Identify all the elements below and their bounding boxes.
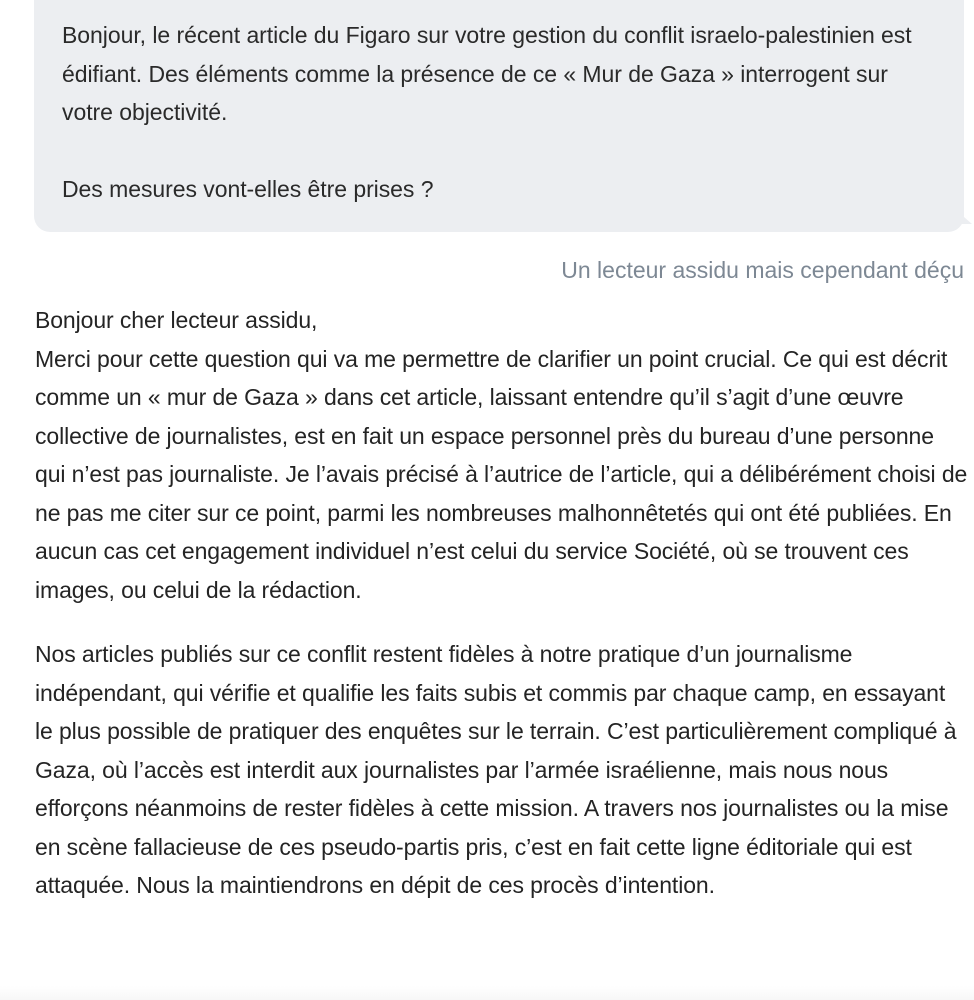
editor-answer: [35, 301, 969, 905]
answer-greeting: Bonjour cher lecteur assidu,: [35, 307, 318, 333]
reader-question-bubble: [34, 0, 964, 232]
answer-paragraph-2: Nos articles publiés sur ce conflit restent fidèles à notre pratique d’un journalisme indépendant, qui vérifie et qualifie les faits subis et commis par chaque camp, en essayant le plus possible de pratiquer des enquêtes sur le terrain. C’est particulièrement compliqué à Gaza, où l’accès est interdit aux journalistes par l’armée israélienne, mais nous nous efforçons néanmoins de rester fidèles à cette mission. A travers nos journalistes ou la mise en scène fallacieuse de ces pseudo-partis pris, c’est en fait cette ligne éditoriale qui est attaquée. Nous la maintiendrons en dépit de ces procès d’intention.: [35, 641, 957, 898]
answer-paragraph-1: Merci pour cette question qui va me permettre de clarifier un point crucial. Ce qui est décrit comme un « mur de Gaza » dans cet article, laissant entendre qu’il s’agit d’une œuvre collective de journalistes, est en fait un espace personnel près du bureau d’une personne qui n’est pas journaliste. Je l’avais précisé à l’autrice de l’article, qui a délibérément choisi de ne pas me citer sur ce point, parmi les nombreuses malhonnêtetés qui ont été publiées. En aucun cas cet engagement individuel n’est celui du service Société, où se trouvent ces images, ou celui de la rédaction.: [35, 345, 968, 603]
bottom-fade: [0, 986, 974, 1000]
question-paragraph-1: Bonjour, le récent article du Figaro sur votre gestion du conflit israelo-palestinien est édifiant. Des éléments comme la présence de ce « Mur de Gaza » interrogent sur votre objectivité.: [62, 22, 912, 125]
bubble-tail: [956, 210, 972, 224]
reader-signature: Un lecteur assidu mais cependant déçu: [561, 257, 964, 283]
question-paragraph-2: Des mesures vont-elles être prises ?: [62, 175, 434, 202]
